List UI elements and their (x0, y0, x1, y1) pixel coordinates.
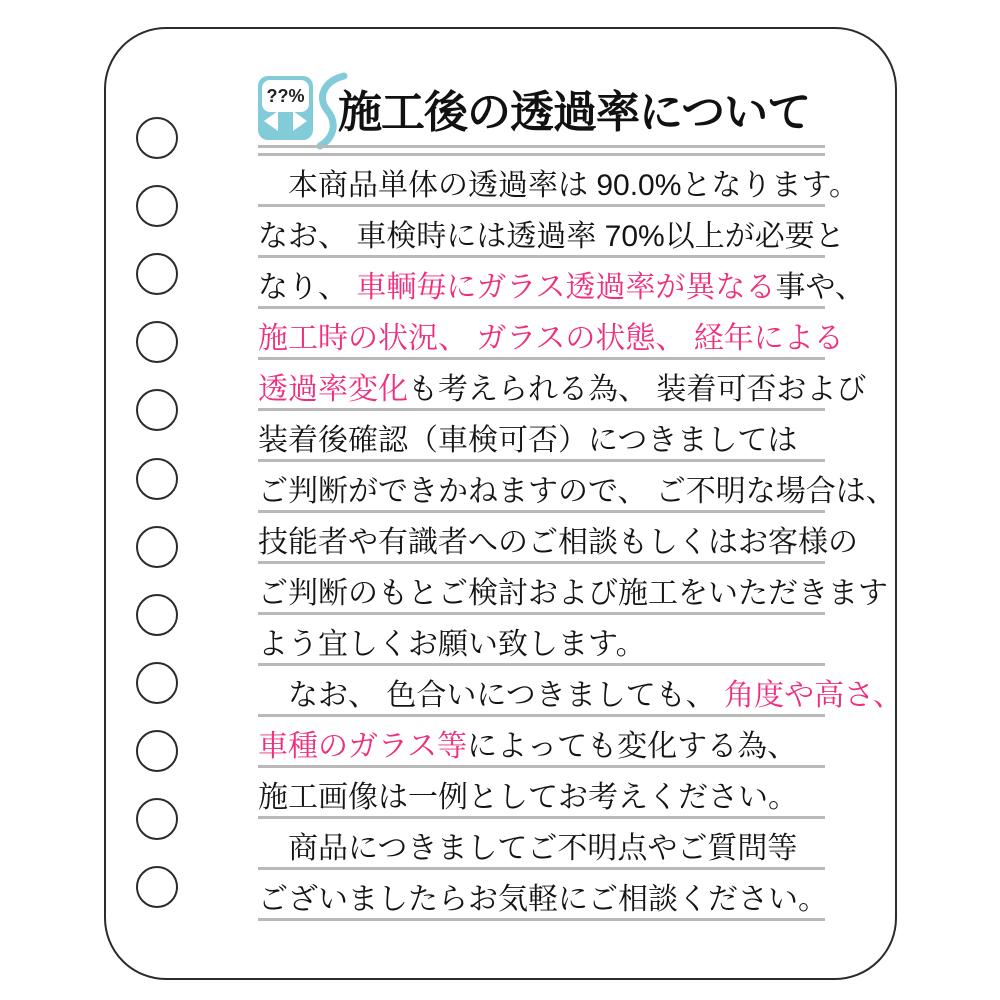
text-line (258, 870, 828, 921)
body-text (258, 156, 903, 921)
text-line (258, 666, 903, 717)
text-line (258, 768, 825, 819)
text-segment: 角度や高さ、 (724, 679, 903, 712)
text-segment: 車輌毎にガラス透過率が異なる (356, 271, 776, 304)
punch-hole (136, 458, 178, 500)
notebook-page (104, 27, 903, 980)
text-line (258, 411, 825, 462)
text-segment: よう宜しくお願い致します。 (258, 628, 646, 661)
text-segment: 本商品単体の透過率は 90.0%となります。 (258, 169, 859, 202)
punch-hole (136, 594, 178, 636)
punch-hole (136, 662, 178, 704)
text-segment: 技能者や有識者へのご相談もしくはお客様の (258, 526, 858, 559)
transmittance-meter-icon (258, 76, 313, 140)
text-segment: も考えられる為、 装着可否および (408, 373, 867, 406)
meter-screen: ??% (262, 80, 309, 112)
text-line (258, 207, 845, 258)
text-segment: 施工時の状況、 ガラスの状態、 経年による (258, 322, 844, 355)
punch-hole (136, 526, 178, 568)
text-segment: 透過率変化 (258, 373, 408, 406)
text-line (258, 360, 867, 411)
text-segment: なお、 色合いにつきましても、 (258, 679, 725, 712)
text-line (258, 513, 858, 564)
text-line (258, 615, 825, 666)
text-segment: なり、 (258, 271, 357, 304)
text-line (258, 564, 888, 615)
text-segment: 事や、 (775, 271, 865, 304)
text-segment: ご判断のもとご検討および施工をいただきます (258, 577, 888, 610)
punch-hole (136, 185, 178, 227)
text-segment: ご判断ができかねますので、 ご不明な場合は、 (258, 475, 896, 508)
punch-hole (136, 730, 178, 772)
title-underline (258, 145, 825, 156)
text-segment: 車種のガラス等 (258, 730, 468, 763)
text-segment: によっても変化する為、 (467, 730, 798, 763)
text-segment: なお、 車検時には透過率 70%以上が必要と (258, 220, 845, 253)
text-line (258, 258, 865, 309)
punch-hole (136, 798, 178, 840)
text-line (258, 717, 825, 768)
punch-hole (136, 389, 178, 431)
text-line (258, 309, 844, 360)
text-segment: ございましたらお気軽にご相談ください。 (258, 883, 828, 916)
text-segment: 施工画像は一例としてお考えください。 (258, 781, 798, 814)
text-line (258, 819, 825, 870)
right-arrow-icon (293, 111, 307, 131)
text-line (258, 156, 859, 207)
text-segment: 商品につきましてご不明点やご質問等 (258, 832, 798, 865)
text-segment: 装着後確認（車検可否）につきましては (258, 424, 798, 457)
page-title: 施工後の透過率について (338, 88, 811, 137)
punch-hole (136, 321, 178, 363)
left-arrow-icon (264, 111, 278, 131)
text-line (258, 462, 896, 513)
punch-hole (136, 253, 178, 295)
punch-hole (136, 117, 178, 159)
punch-hole (136, 866, 178, 908)
